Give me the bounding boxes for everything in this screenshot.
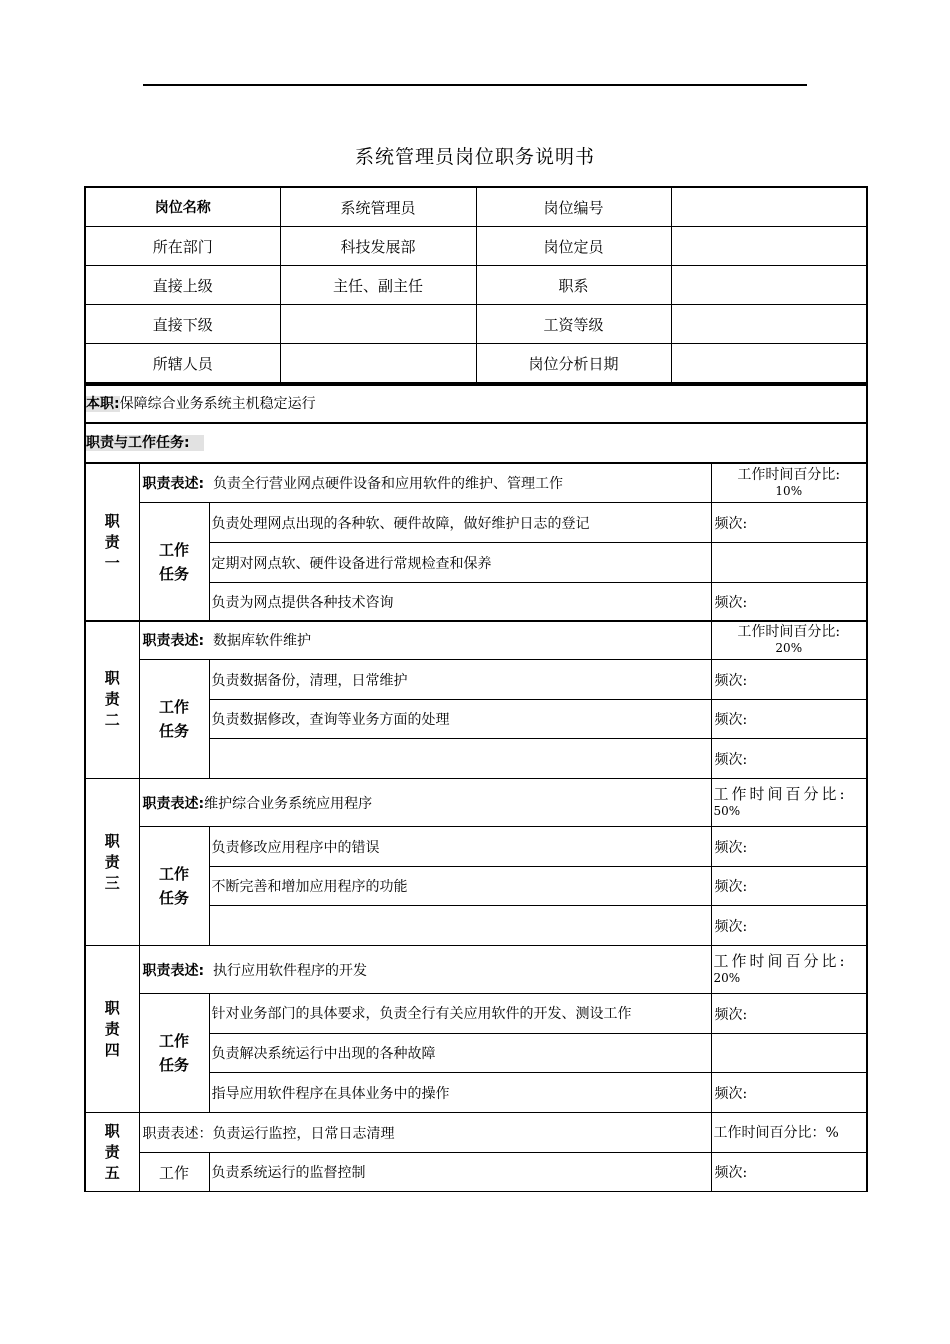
- duty-2-task-2: 负责数据修改，查询等业务方面的处理: [209, 700, 711, 739]
- table-row: [85, 187, 867, 227]
- value-analysis-date: [671, 344, 867, 384]
- value-position-name: 系统管理员: [280, 187, 476, 227]
- frequency-cell: 频次:: [711, 867, 867, 906]
- work-task-label: 工作: [139, 1153, 209, 1192]
- frequency-cell: 频次:: [711, 994, 867, 1034]
- label-direct-subordinate: 直接下级: [85, 305, 280, 344]
- time-percent-label: 工作时间百分比:: [713, 785, 848, 803]
- duty-1-description: [139, 463, 711, 503]
- label-salary-grade: 工资等级: [476, 305, 671, 344]
- duty-4-task-1: 针对业务部门的具体要求，负责全行有关应用软件的开发、测设工作: [209, 994, 711, 1034]
- frequency-cell-empty: [711, 1034, 867, 1073]
- time-percent-label: 工作时间百分比:: [713, 952, 848, 970]
- duty-1-table: [84, 462, 868, 622]
- label-department: 所在部门: [85, 227, 280, 266]
- duty-3-table: [84, 778, 868, 946]
- value-direct-superior: 主任、副主任: [280, 266, 476, 305]
- frequency-cell: 频次:: [711, 1153, 867, 1192]
- duty-1-desc-text: 负责全行营业网点硬件设备和应用软件的维护、管理工作: [204, 475, 564, 492]
- duty-3-task-2: 不断完善和增加应用程序的功能: [209, 867, 711, 906]
- work-task-label: 工作 任务: [139, 994, 209, 1113]
- table-row: [85, 305, 867, 344]
- work-task-label: 工作 任务: [139, 660, 209, 779]
- value-department: 科技发展部: [280, 227, 476, 266]
- label-position-number: 岗位编号: [476, 187, 671, 227]
- frequency-cell: 频次:: [711, 1073, 867, 1113]
- duty-2-time-percent: [711, 621, 867, 660]
- label-position-name: 岗位名称: [85, 187, 280, 227]
- duty-2-label: 职 责 二: [85, 621, 139, 779]
- frequency-cell: 频次:: [711, 660, 867, 700]
- duty-2-description: [139, 621, 711, 660]
- duty-3-desc-text: 维护综合业务系统应用程序: [204, 795, 373, 812]
- frequency-cell: 频次:: [711, 583, 867, 622]
- duty-2-desc-text: 数据库软件维护: [204, 633, 312, 649]
- frequency-cell: 频次:: [711, 739, 867, 779]
- time-percent-value: 20%: [775, 641, 803, 655]
- duty-1-task-3: 负责为网点提供各种技术咨询: [209, 583, 711, 622]
- duty-5-label: 职 责 五: [85, 1113, 139, 1192]
- duty-4-table: [84, 945, 868, 1113]
- time-percent-value: 20%: [713, 971, 741, 985]
- duty-2-task-1: 负责数据备份，清理，日常维护: [209, 660, 711, 700]
- duties-header-row: [84, 424, 868, 464]
- frequency-cell: 频次:: [711, 503, 867, 543]
- label-staff-under: 所辖人员: [85, 344, 280, 384]
- duty-5-time-percent: 工作时间百分比：%: [711, 1113, 867, 1153]
- main-duty-row: [84, 384, 868, 424]
- duty-2-desc-label: 职责表述:: [142, 633, 205, 649]
- work-task-label: 工作 任务: [139, 503, 209, 622]
- duty-1-task-2: 定期对网点软、硬件设备进行常规检查和保养: [209, 543, 711, 583]
- duty-3-description: [139, 779, 711, 827]
- duty-1-label: 职 责 一: [85, 463, 139, 622]
- duty-1-task-1: 负责处理网点出现的各种软、硬件故障，做好维护日志的登记: [209, 503, 711, 543]
- time-percent-value: 50%: [713, 804, 741, 818]
- duty-4-label: 职 责 四: [85, 946, 139, 1113]
- table-row: [85, 344, 867, 384]
- duty-4-task-2: 负责解决系统运行中出现的各种故障: [209, 1034, 711, 1073]
- duty-3-task-3: [209, 906, 711, 946]
- table-row: [85, 227, 867, 266]
- position-info-table: [84, 186, 868, 384]
- duty-4-description: [139, 946, 711, 994]
- value-job-family: [671, 266, 867, 305]
- frequency-cell: 频次:: [711, 700, 867, 739]
- duty-1-desc-label: 职责表述:: [142, 475, 205, 492]
- work-task-label: 工作 任务: [139, 827, 209, 946]
- label-analysis-date: 岗位分析日期: [476, 344, 671, 384]
- value-position-number: [671, 187, 867, 227]
- duty-2-task-3: [209, 739, 711, 779]
- duty-5-description: 职责表述：负责运行监控，日常日志清理: [139, 1113, 711, 1153]
- duty-1-time-percent: [711, 463, 867, 503]
- duty-3-desc-label: 职责表述:: [142, 795, 205, 812]
- label-job-family: 职系: [476, 266, 671, 305]
- time-percent-value: 10%: [775, 483, 803, 498]
- main-duty-label: 本职:: [86, 396, 120, 412]
- document-title: 系统管理员岗位职务说明书: [354, 146, 595, 168]
- time-percent-label: 工作时间百分比:: [737, 466, 841, 483]
- duty-2-table: [84, 620, 868, 779]
- value-salary-grade: [671, 305, 867, 344]
- label-direct-superior: 直接上级: [85, 266, 280, 305]
- duty-4-desc-label: 职责表述:: [142, 962, 205, 979]
- duty-4-time-percent: [711, 946, 867, 994]
- duty-3-task-1: 负责修改应用程序中的错误: [209, 827, 711, 867]
- frequency-cell: 频次:: [711, 827, 867, 867]
- duty-4-desc-text: 执行应用软件程序的开发: [204, 962, 368, 979]
- value-staff-under: [280, 344, 476, 384]
- duties-header: 职责与工作任务:: [86, 435, 204, 451]
- value-headcount: [671, 227, 867, 266]
- duty-3-label: 职 责 三: [85, 779, 139, 946]
- duty-3-time-percent: [711, 779, 867, 827]
- duty-5-task-1: 负责系统运行的监督控制: [209, 1153, 711, 1192]
- duty-4-task-3: 指导应用软件程序在具体业务中的操作: [209, 1073, 711, 1113]
- time-percent-label: 工作时间百分比:: [737, 624, 841, 640]
- duty-5-table: [84, 1112, 868, 1192]
- table-row: [85, 266, 867, 305]
- frequency-cell-empty: [711, 543, 867, 583]
- frequency-cell: 频次:: [711, 906, 867, 946]
- value-direct-subordinate: [280, 305, 476, 344]
- header-rule: [143, 84, 807, 86]
- label-headcount: 岗位定员: [476, 227, 671, 266]
- main-duty-text: 保障综合业务系统主机稳定运行: [119, 396, 316, 412]
